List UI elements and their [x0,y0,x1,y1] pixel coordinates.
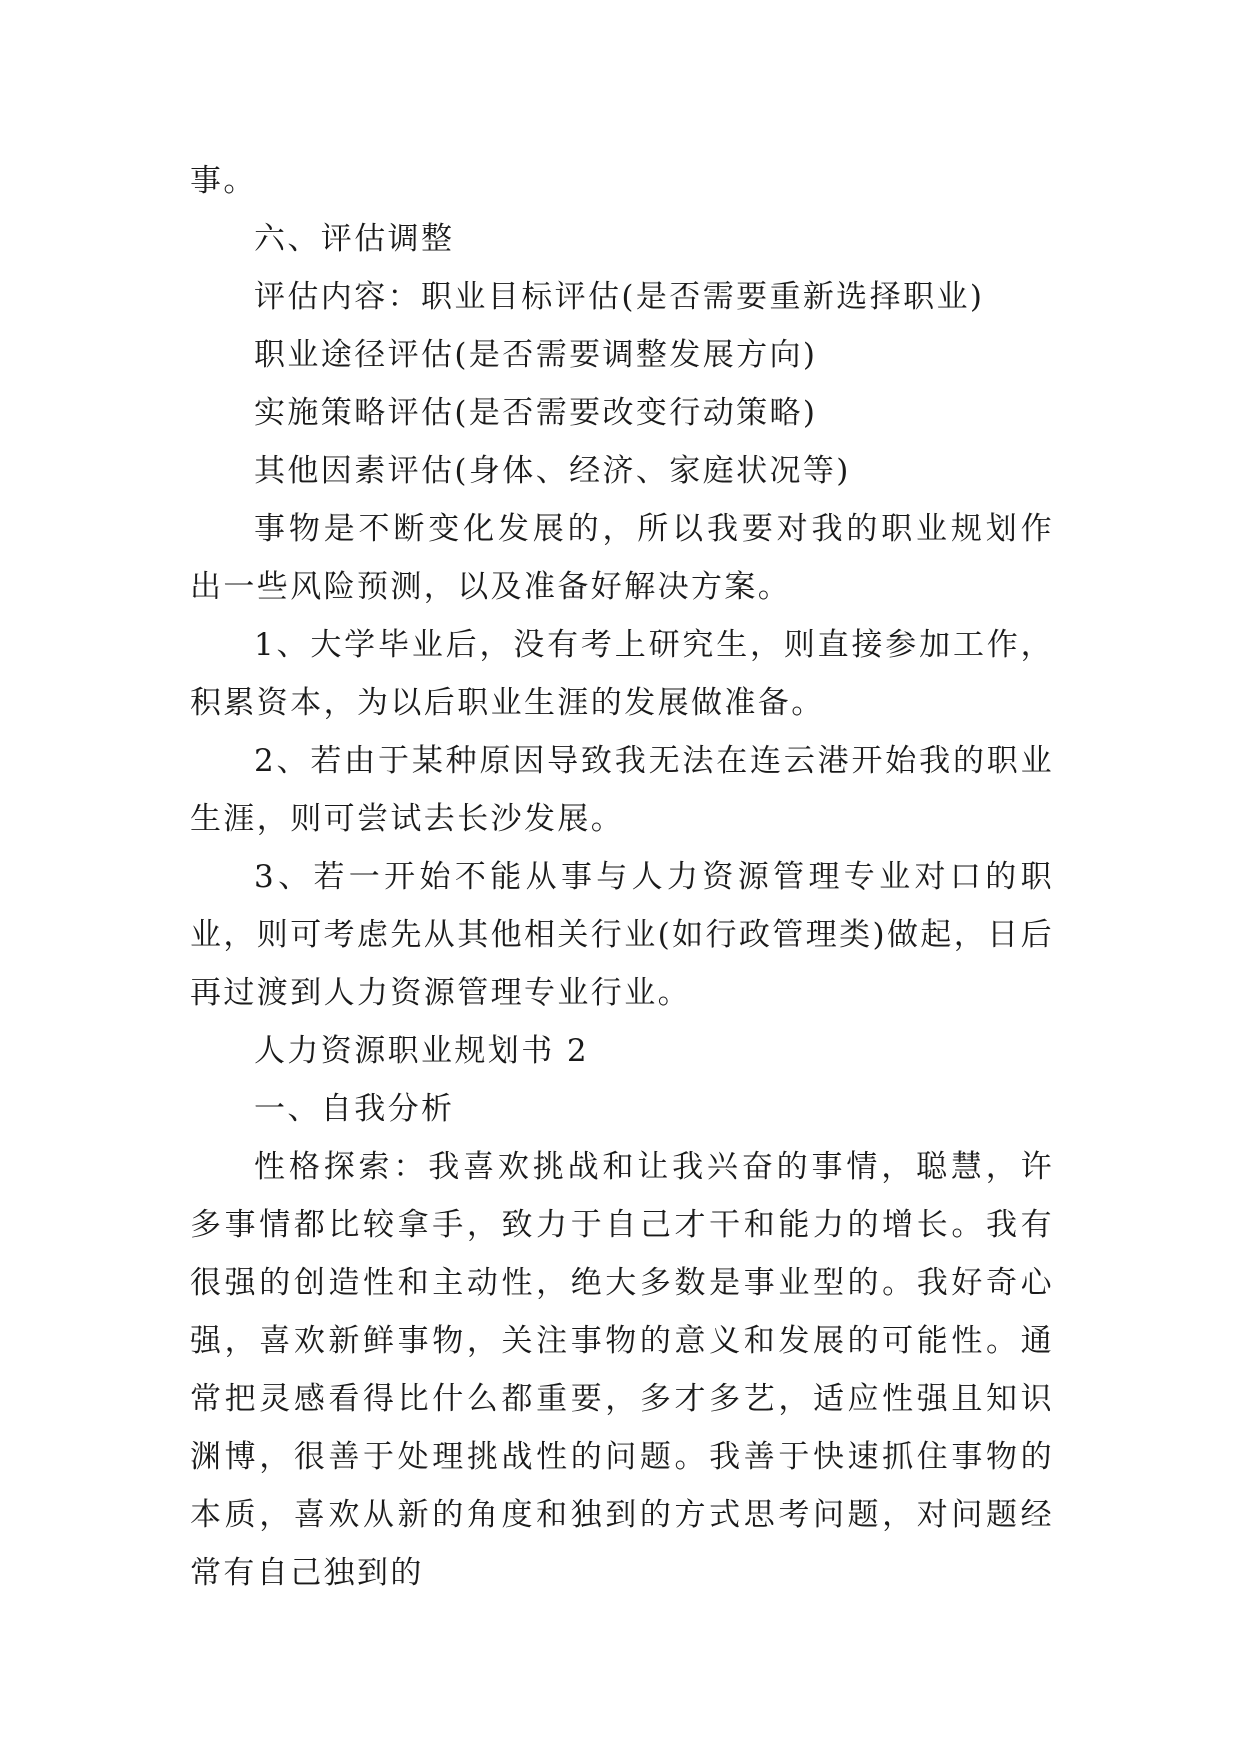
paragraph-risk-item-2: 2、若由于某种原因导致我无法在连云港开始我的职业生涯，则可尝试去长沙发展。 [190,743,1054,837]
section-heading-self-analysis: 一、自我分析 [254,1091,455,1127]
paragraph-risk-item-3: 3、若一开始不能从事与人力资源管理专业对口的职业，则可考虑先从其他相关行业(如行政管理类)做起，日后再过渡到人力资源管理专业行业。 [190,859,1054,1011]
document-subtitle: 人力资源职业规划书 2 [254,1033,589,1069]
paragraph-strategy-evaluation: 实施策略评估(是否需要改变行动策略) [254,395,818,431]
paragraph-personality-exploration: 性格探索：我喜欢挑战和让我兴奋的事情，聪慧，许多事情都比较拿手，致力于自己才干和能力的增长。我有很强的创造性和主动性，绝大多数是事业型的。我好奇心强，喜欢新鲜事物，关注事物的意义和发展的可能性。通常把灵感看得比什么都重要，多才多艺，适应性强且知识渊博，很善于处理挑战性的问题。我善于快速抓住事物的本质，喜欢从新的角度和独到的方式思考问题，对问题经常有自己独到的 [190,1149,1054,1591]
paragraph-risk-prediction: 事物是不断变化发展的，所以我要对我的职业规划作出一些风险预测，以及准备好解决方案。 [190,511,1054,605]
paragraph-risk-item-1: 1、大学毕业后，没有考上研究生，则直接参加工作，积累资本，为以后职业生涯的发展做准备。 [190,627,1054,721]
paragraph-other-factors-evaluation: 其他因素评估(身体、经济、家庭状况等) [254,453,851,489]
paragraph-continuation: 事。 [190,163,257,199]
paragraph-career-path-evaluation: 职业途径评估(是否需要调整发展方向) [254,337,818,373]
paragraph-evaluation-content: 评估内容：职业目标评估(是否需要重新选择职业) [254,279,985,315]
section-heading-evaluation: 六、评估调整 [254,221,455,257]
document-body [190,152,1054,1602]
